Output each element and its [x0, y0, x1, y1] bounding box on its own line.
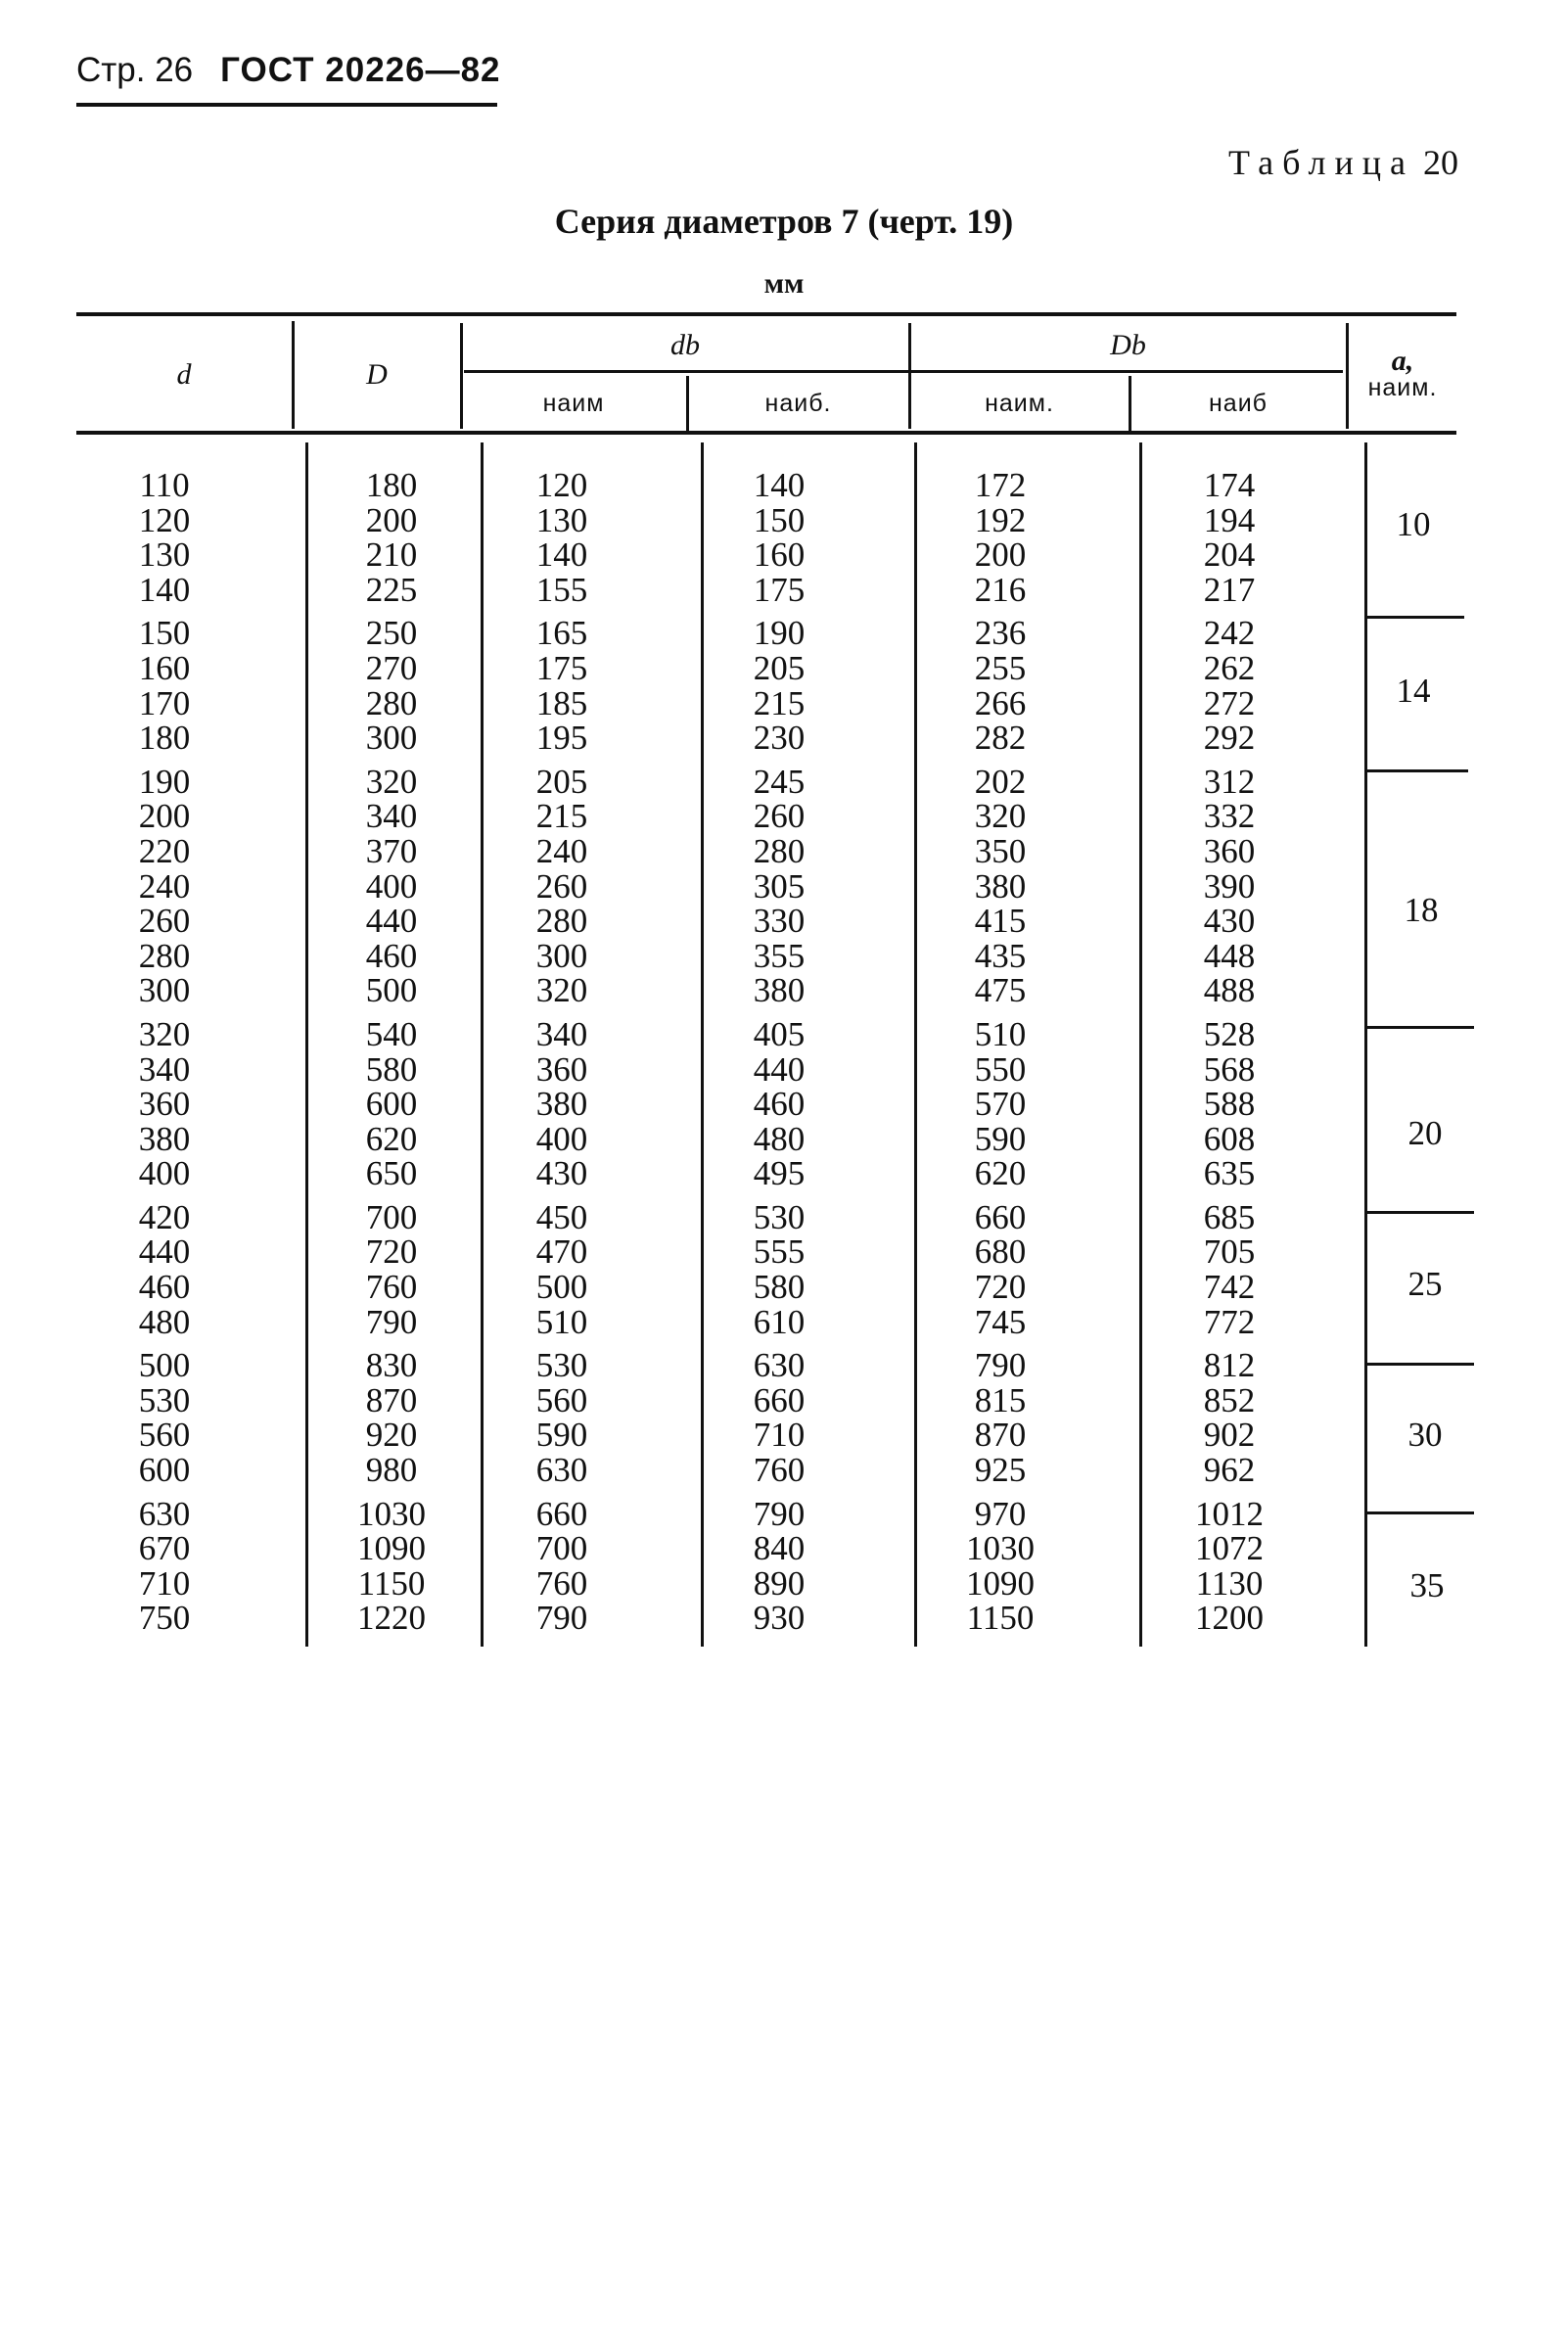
table-cell: 1150 [357, 1563, 426, 1603]
row-group [720, 1494, 838, 1638]
a-value: 10 [1396, 505, 1431, 543]
table-cell: 380 [974, 866, 1027, 906]
table-cell: 710 [753, 1416, 806, 1455]
table-cell: 282 [974, 719, 1027, 758]
table-cell: 1072 [1195, 1529, 1264, 1568]
table-label-word: Таблица [1228, 143, 1414, 182]
table-cell: 635 [1203, 1154, 1256, 1193]
table-cell: 140 [138, 570, 191, 609]
row-group [1171, 1346, 1288, 1490]
row-group [106, 1197, 223, 1341]
table-cell: 620 [365, 1119, 418, 1158]
table-cell: 560 [535, 1380, 588, 1419]
table-cell: 930 [753, 1599, 806, 1638]
table-cell: 360 [535, 1049, 588, 1089]
table-cell: 530 [138, 1380, 191, 1419]
standard-designation: ГОСТ 20226—82 [220, 51, 501, 89]
table-cell: 230 [753, 719, 806, 758]
table-cell: 262 [1203, 648, 1256, 687]
row-group [942, 614, 1059, 758]
row-group [1171, 762, 1288, 1010]
group-separator [1366, 1363, 1474, 1366]
table-cell: 205 [535, 762, 588, 801]
table-cell: 400 [535, 1119, 588, 1158]
table-cell: 430 [1203, 902, 1256, 941]
table-cell: 870 [365, 1380, 418, 1419]
row-group [1171, 1494, 1288, 1638]
table-cell: 660 [974, 1197, 1027, 1236]
table-cell: 110 [139, 466, 190, 504]
table-cell: 475 [974, 971, 1027, 1010]
table-cell: 1200 [1195, 1599, 1264, 1638]
table-cell: 215 [753, 683, 806, 722]
table-cell: 620 [974, 1154, 1027, 1193]
column-header-Db-max: наиб [1209, 390, 1268, 417]
a-value: 30 [1407, 1416, 1443, 1454]
group-separator [1366, 1511, 1474, 1514]
table-cell: 500 [535, 1268, 588, 1307]
table-cell: 852 [1203, 1380, 1256, 1419]
row-group [720, 614, 838, 758]
column-divider [914, 442, 917, 1647]
table-cell: 540 [365, 1014, 418, 1053]
table-cell: 216 [974, 570, 1027, 609]
table-cell: 790 [974, 1346, 1027, 1385]
table-cell: 500 [365, 971, 418, 1010]
table-cell: 530 [535, 1346, 588, 1385]
table-cell: 790 [365, 1302, 418, 1341]
header-underline [76, 103, 497, 107]
table-label-number: 20 [1423, 143, 1458, 182]
table-cell: 720 [365, 1232, 418, 1272]
row-group [1171, 1197, 1288, 1341]
table-cell: 460 [753, 1085, 806, 1124]
row-group [1171, 614, 1288, 758]
row-group [942, 1346, 1059, 1490]
row-group [106, 1494, 223, 1638]
table-cell: 815 [974, 1380, 1027, 1419]
table-cell: 200 [138, 797, 191, 836]
table-cell: 165 [535, 614, 588, 653]
row-group [333, 614, 450, 758]
table-cell: 266 [974, 683, 1027, 722]
table-cell: 270 [365, 648, 418, 687]
table-cell: 405 [753, 1014, 806, 1053]
row-group [106, 762, 223, 1010]
table-cell: 1030 [357, 1494, 426, 1533]
table-cell: 760 [535, 1563, 588, 1603]
table-cell: 550 [974, 1049, 1027, 1089]
column-divider [1139, 442, 1142, 1647]
table-cell: 292 [1203, 719, 1256, 758]
group-separator [1366, 1026, 1474, 1029]
table-cell: 300 [535, 936, 588, 975]
table-cell: 415 [974, 902, 1027, 941]
table-cell: 140 [753, 466, 806, 504]
table-cell: 130 [535, 500, 588, 539]
table-cell: 1090 [357, 1529, 426, 1568]
group-separator [1366, 1211, 1474, 1214]
table-cell: 200 [974, 535, 1027, 575]
column-divider [481, 442, 484, 1647]
table-cell: 245 [753, 762, 806, 801]
table-cell: 180 [365, 466, 418, 504]
row-group [942, 1014, 1059, 1193]
column-header-a-sub: наим. [1367, 374, 1438, 401]
table-cell: 1220 [357, 1599, 426, 1638]
row-group [503, 468, 621, 607]
table-cell: 250 [365, 614, 418, 653]
table-cell: 1150 [966, 1599, 1035, 1638]
table-cell: 568 [1203, 1049, 1256, 1089]
row-group [942, 468, 1059, 607]
row-group [333, 1494, 450, 1638]
row-group [333, 468, 450, 607]
table-cell: 588 [1203, 1085, 1256, 1124]
table-cell: 790 [535, 1599, 588, 1638]
group-separator [1366, 616, 1464, 619]
table-cell: 185 [535, 683, 588, 722]
table-cell: 300 [138, 971, 191, 1010]
table-cell: 390 [1203, 866, 1256, 906]
table-cell: 360 [1203, 831, 1256, 870]
table-cell: 340 [535, 1014, 588, 1053]
header-bottom-rule [76, 431, 1456, 435]
column-header-D: D [366, 358, 388, 391]
row-group [106, 614, 223, 758]
column-header-Db-min: наим. [985, 390, 1054, 417]
table-cell: 580 [753, 1268, 806, 1307]
table-cell: 500 [138, 1346, 191, 1385]
table-cell: 205 [753, 648, 806, 687]
table-cell: 340 [365, 797, 418, 836]
table-cell: 902 [1203, 1416, 1256, 1455]
table-cell: 630 [753, 1346, 806, 1385]
row-group [503, 1014, 621, 1193]
table-cell: 840 [753, 1529, 806, 1568]
table-cell: 745 [974, 1302, 1027, 1341]
table-cell: 280 [138, 936, 191, 975]
table-cell: 242 [1203, 614, 1256, 653]
table-cell: 194 [1203, 500, 1256, 539]
row-group [720, 468, 838, 607]
table-cell: 305 [753, 866, 806, 906]
column-Db-max [1171, 468, 1288, 1645]
table-cell: 150 [138, 614, 191, 653]
table-cell: 280 [535, 902, 588, 941]
row-group [503, 614, 621, 758]
table-cell: 260 [753, 797, 806, 836]
table-cell: 400 [365, 866, 418, 906]
table-cell: 488 [1203, 971, 1256, 1010]
header-mid-rule [464, 370, 1343, 373]
table-cell: 760 [753, 1451, 806, 1490]
table-cell: 175 [753, 570, 806, 609]
table-cell: 590 [535, 1416, 588, 1455]
table-cell: 360 [138, 1085, 191, 1124]
table-cell: 460 [365, 936, 418, 975]
table-cell: 175 [535, 648, 588, 687]
table-cell: 830 [365, 1346, 418, 1385]
table-cell: 225 [365, 570, 418, 609]
table-cell: 130 [138, 535, 191, 575]
table-cell: 320 [138, 1014, 191, 1053]
table-cell: 190 [753, 614, 806, 653]
table-cell: 980 [365, 1451, 418, 1490]
table-cell: 630 [138, 1494, 191, 1533]
table-cell: 320 [974, 797, 1027, 836]
table-cell: 380 [535, 1085, 588, 1124]
table-cell: 195 [535, 719, 588, 758]
table-cell: 925 [974, 1451, 1027, 1490]
table-cell: 890 [753, 1563, 806, 1603]
row-group [333, 762, 450, 1010]
table-cell: 480 [138, 1302, 191, 1341]
table-cell: 700 [365, 1197, 418, 1236]
a-value: 14 [1396, 672, 1431, 710]
table-cell: 670 [138, 1529, 191, 1568]
table-cell: 510 [535, 1302, 588, 1341]
table-cell: 1030 [966, 1529, 1035, 1568]
table-cell: 240 [535, 831, 588, 870]
table-cell: 312 [1203, 762, 1256, 801]
table-cell: 660 [535, 1494, 588, 1533]
table-cell: 260 [535, 866, 588, 906]
a-value: 25 [1407, 1265, 1443, 1303]
table-cell: 760 [365, 1268, 418, 1307]
table-cell: 272 [1203, 683, 1256, 722]
table-cell: 530 [753, 1197, 806, 1236]
table-cell: 120 [138, 500, 191, 539]
table-cell: 435 [974, 936, 1027, 975]
column-divider [305, 442, 308, 1647]
table-cell: 150 [753, 500, 806, 539]
table-cell: 870 [974, 1416, 1027, 1455]
column-Db-min [942, 468, 1059, 1645]
table-cell: 170 [138, 683, 191, 722]
row-group [333, 1197, 450, 1341]
table-cell: 450 [535, 1197, 588, 1236]
column-divider [1364, 442, 1367, 1647]
table-cell: 750 [138, 1599, 191, 1638]
column-db-max [720, 468, 838, 1645]
table-cell: 210 [365, 535, 418, 575]
table-cell: 685 [1203, 1197, 1256, 1236]
row-group [333, 1346, 450, 1490]
table-cell: 1012 [1195, 1494, 1264, 1533]
table-cell: 300 [365, 719, 418, 758]
table-cell: 190 [138, 762, 191, 801]
table-cell: 460 [138, 1268, 191, 1307]
row-group [942, 1494, 1059, 1638]
table-cell: 380 [138, 1119, 191, 1158]
row-group [1171, 1014, 1288, 1193]
table-cell: 202 [974, 762, 1027, 801]
table-label [1228, 142, 1458, 183]
table-cell: 255 [974, 648, 1027, 687]
table-cell: 320 [365, 762, 418, 801]
header-text [76, 51, 501, 90]
column-db-min [503, 468, 621, 1645]
table-cell: 742 [1203, 1268, 1256, 1307]
table-cell: 192 [974, 500, 1027, 539]
table-cell: 772 [1203, 1302, 1256, 1341]
table-cell: 420 [138, 1197, 191, 1236]
row-group [503, 1346, 621, 1490]
table-cell: 920 [365, 1416, 418, 1455]
row-group [942, 762, 1059, 1010]
table-cell: 608 [1203, 1119, 1256, 1158]
table-cell: 400 [138, 1154, 191, 1193]
page-number: Стр. 26 [76, 51, 194, 89]
table-cell: 700 [535, 1529, 588, 1568]
table-cell: 570 [974, 1085, 1027, 1124]
row-group [720, 1197, 838, 1341]
table-cell: 280 [365, 683, 418, 722]
row-group [106, 1014, 223, 1193]
table-cell: 440 [753, 1049, 806, 1089]
row-group [942, 1197, 1059, 1341]
table-cell: 600 [138, 1451, 191, 1490]
row-group [503, 1197, 621, 1341]
table-cell: 260 [138, 902, 191, 941]
column-divider [701, 442, 704, 1647]
table-cell: 330 [753, 902, 806, 941]
table-cell: 370 [365, 831, 418, 870]
column-header-a: a, [1391, 345, 1414, 377]
table-cell: 650 [365, 1154, 418, 1193]
table-cell: 630 [535, 1451, 588, 1490]
row-group [333, 1014, 450, 1193]
a-value: 18 [1404, 891, 1439, 929]
table-cell: 560 [138, 1416, 191, 1455]
column-header-d: d [176, 358, 192, 391]
table-caption: Серия диаметров 7 (черт. 19) [554, 202, 1014, 241]
table-cell: 720 [974, 1268, 1027, 1307]
table-cell: 590 [974, 1119, 1027, 1158]
table-cell: 236 [974, 614, 1027, 653]
table-cell: 970 [974, 1494, 1027, 1533]
row-group [503, 1494, 621, 1638]
row-group [106, 468, 223, 607]
row-group [503, 762, 621, 1010]
table-cell: 355 [753, 936, 806, 975]
column-D [333, 468, 450, 1645]
table-cell: 172 [974, 466, 1027, 504]
table-cell: 495 [753, 1154, 806, 1193]
table-cell: 680 [974, 1232, 1027, 1272]
table-cell: 480 [753, 1119, 806, 1158]
table-cell: 350 [974, 831, 1027, 870]
table-cell: 790 [753, 1494, 806, 1533]
table-cell: 440 [138, 1232, 191, 1272]
table-cell: 440 [365, 902, 418, 941]
table-cell: 600 [365, 1085, 418, 1124]
table-cell: 174 [1203, 466, 1256, 504]
table-cell: 1130 [1195, 1563, 1264, 1603]
row-group [720, 1346, 838, 1490]
table-cell: 160 [138, 648, 191, 687]
table-cell: 220 [138, 831, 191, 870]
table-cell: 215 [535, 797, 588, 836]
row-group [106, 1346, 223, 1490]
row-group [720, 1014, 838, 1193]
table-cell: 705 [1203, 1232, 1256, 1272]
table-cell: 120 [535, 466, 588, 504]
table-cell: 1090 [966, 1563, 1035, 1603]
table-cell: 160 [753, 535, 806, 575]
table-cell: 380 [753, 971, 806, 1010]
table-cell: 320 [535, 971, 588, 1010]
table-top-rule [76, 312, 1456, 316]
row-group [720, 762, 838, 1010]
table-cell: 332 [1203, 797, 1256, 836]
column-header-Db: Db [1110, 329, 1146, 361]
table-cell: 448 [1203, 936, 1256, 975]
table-cell: 280 [753, 831, 806, 870]
table-cell: 140 [535, 535, 588, 575]
table-cell: 217 [1203, 570, 1256, 609]
table-cell: 240 [138, 866, 191, 906]
group-separator [1366, 769, 1468, 772]
a-value: 20 [1407, 1114, 1443, 1152]
column-header-db: db [670, 329, 700, 361]
column-header-db-max: наиб. [764, 390, 832, 417]
table-cell: 962 [1203, 1451, 1256, 1490]
table-cell: 528 [1203, 1014, 1256, 1053]
column-d [106, 468, 223, 1645]
row-group [1171, 468, 1288, 607]
table-cell: 510 [974, 1014, 1027, 1053]
table-cell: 610 [753, 1302, 806, 1341]
table-cell: 580 [365, 1049, 418, 1089]
table-cell: 660 [753, 1380, 806, 1419]
table-cell: 710 [138, 1563, 191, 1603]
table-cell: 555 [753, 1232, 806, 1272]
table-cell: 812 [1203, 1346, 1256, 1385]
table-cell: 470 [535, 1232, 588, 1272]
column-header-db-min: наим [542, 390, 605, 417]
table-cell: 180 [138, 719, 191, 758]
units-label: мм [763, 267, 805, 300]
table-cell: 340 [138, 1049, 191, 1089]
table-cell: 200 [365, 500, 418, 539]
table-cell: 430 [535, 1154, 588, 1193]
table-cell: 155 [535, 570, 588, 609]
a-value: 35 [1409, 1566, 1445, 1604]
table-cell: 204 [1203, 535, 1256, 575]
